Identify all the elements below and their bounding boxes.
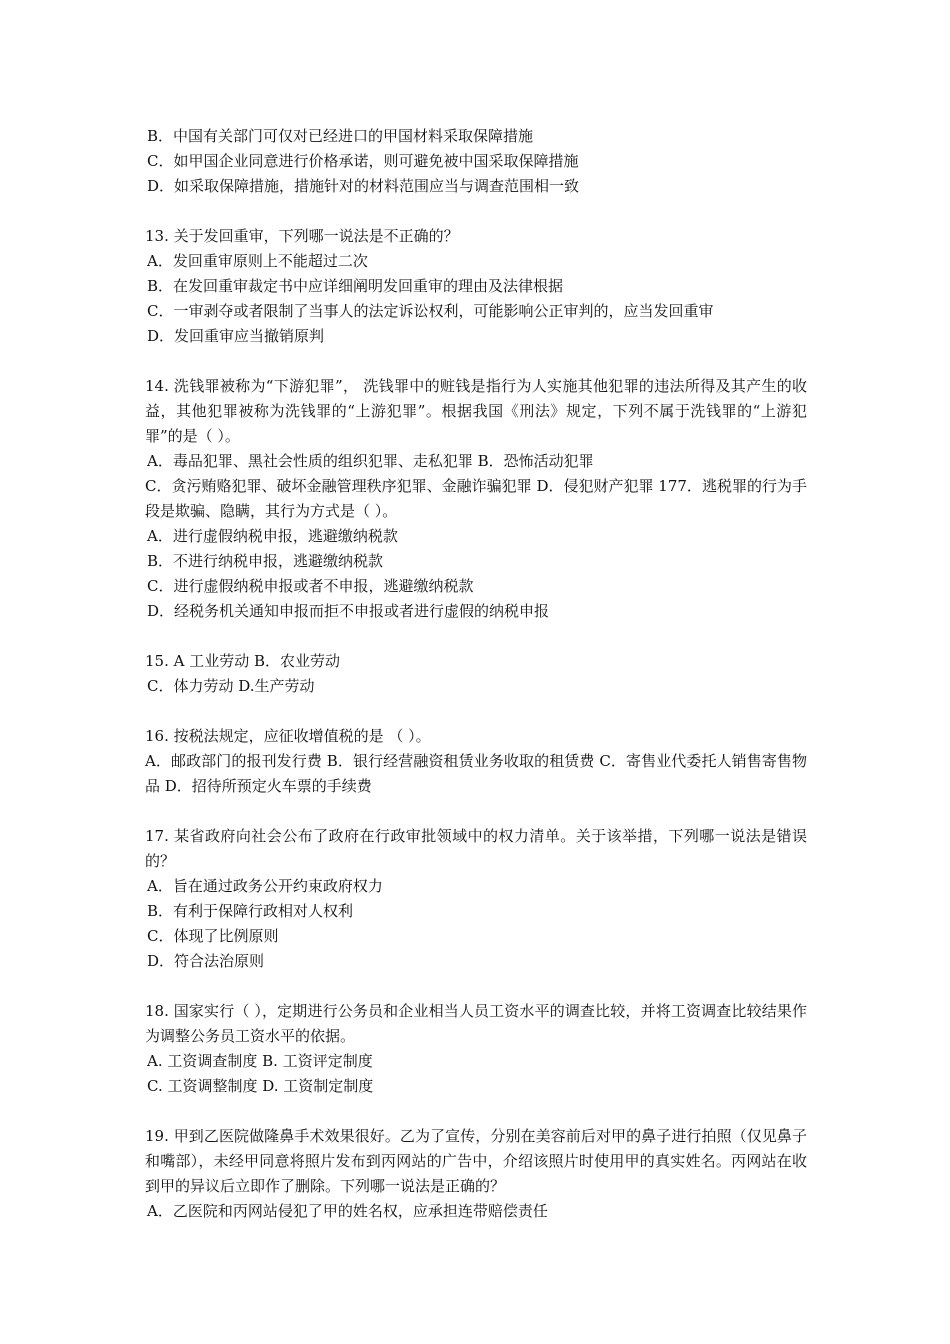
paragraph-text: C．贪污贿赂犯罪、破坏金融管理秩序犯罪、金融诈骗犯罪 D．侵犯财产犯罪 177．逃税罪的行为手段是欺骗、隐瞒，其行为方式是（ ）。 — [145, 477, 807, 520]
question-block — [145, 999, 807, 1099]
document-body — [145, 124, 807, 1249]
option-text: B．在发回重审裁定书中应详细阐明发回重审的理由及法律根据 — [147, 277, 564, 295]
option-text: D．经税务机关通知申报而拒不申报或者进行虚假的纳税申报 — [147, 602, 550, 620]
paragraph-text: 17. 某省政府向社会公布了政府在行政审批领域中的权力清单。关于该举措，下列哪一说法是错误的？ — [145, 827, 807, 870]
option-text: C．一审剥夺或者限制了当事人的法定诉讼权利，可能影响公正审判的，应当发回重审 — [147, 302, 714, 320]
question-text: 16. 按税法规定，应征收增值税的是 （ ）。 — [145, 727, 431, 745]
question-text: 15. A 工业劳动 B．农业劳动 — [145, 652, 341, 670]
question-text: 13. 关于发回重审，下列哪一说法是不正确的？ — [145, 227, 459, 245]
option-text: A. 工资调查制度 B. 工资评定制度 — [147, 1052, 373, 1070]
option-text: D．发回重审应当撤销原判 — [147, 327, 325, 345]
option-text: B．有利于保障行政相对人权利 — [147, 902, 354, 920]
question-block — [145, 224, 807, 349]
question-block — [145, 1124, 807, 1224]
option-text: A．进行虚假纳税申报，逃避缴纳税款 — [147, 527, 398, 545]
option-text: A．发回重审原则上不能超过二次 — [147, 252, 368, 270]
paragraph-text: A．邮政部门的报刊发行费 B．银行经营融资租赁业务收取的租赁费 C．寄售业代委托人销售寄售物品 D．招待所预定火车票的手续费 — [145, 752, 807, 795]
option-text: B．不进行纳税申报，逃避缴纳税款 — [147, 552, 384, 570]
option-text: B．中国有关部门可仅对已经进口的甲国材料采取保障措施 — [147, 127, 534, 145]
option-text: C．进行虚假纳税申报或者不申报，逃避缴纳税款 — [147, 577, 474, 595]
paragraph-text: 14. 洗钱罪被称为“下游犯罪”， 洗钱罪中的赃钱是指行为人实施其他犯罪的违法所得及其产生的收益，其他犯罪被称为洗钱罪的“上游犯罪”。根据我国《刑法》规定，下列不属于洗钱罪的“上游犯罪”的是（ ）。 — [145, 377, 807, 445]
paragraph-text: 18. 国家实行（ ），定期进行公务员和企业相当人员工资水平的调查比较，并将工资调查比较结果作为调整公务员工资水平的依据。 — [145, 1002, 807, 1045]
question-block — [145, 824, 807, 974]
option-text: A．毒品犯罪、黑社会性质的组织犯罪、走私犯罪 B．恐怖活动犯罪 — [147, 452, 594, 470]
option-text: A．乙医院和丙网站侵犯了甲的姓名权，应承担连带赔偿责任 — [147, 1202, 548, 1220]
option-text: D．符合法治原则 — [147, 952, 265, 970]
option-text: C．体力劳动 D.生产劳动 — [147, 677, 315, 695]
question-block — [145, 724, 807, 799]
question-block — [145, 649, 807, 699]
question-block — [145, 124, 807, 199]
paragraph-text: 19. 甲到乙医院做隆鼻手术效果很好。乙为了宣传，分别在美容前后对甲的鼻子进行拍照（仅见鼻子和嘴部），未经甲同意将照片发布到丙网站的广告中，介绍该照片时使用甲的真实姓名。丙网站在收到甲的异议后立即作了删除。下列哪一说法是正确的？ — [145, 1127, 807, 1195]
option-text: A．旨在通过政务公开约束政府权力 — [147, 877, 383, 895]
question-block — [145, 374, 807, 624]
option-text: C．体现了比例原则 — [147, 927, 279, 945]
option-text: C. 工资调整制度 D. 工资制定制度 — [147, 1077, 374, 1095]
option-text: D．如采取保障措施，措施针对的材料范围应当与调查范围相一致 — [147, 177, 580, 195]
option-text: C．如甲国企业同意进行价格承诺，则可避免被中国采取保障措施 — [147, 152, 579, 170]
